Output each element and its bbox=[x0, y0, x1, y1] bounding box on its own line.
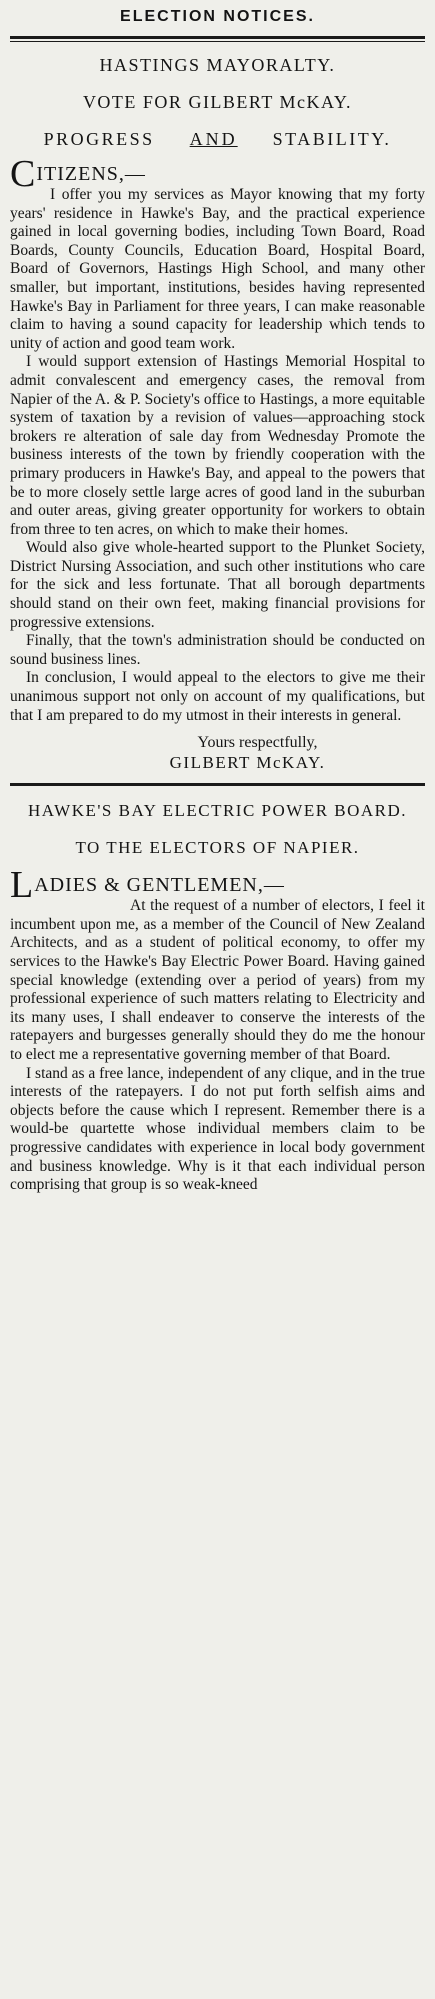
slogan-word-stability: STABILITY. bbox=[272, 129, 392, 149]
paragraph: In conclusion, I would appeal to the electors to give me their unanimous support not only on account of my qualifications, but that I am prepared to do my utmost in their interests in general. bbox=[10, 669, 425, 724]
notice-heading-mayoralty: HASTINGS MAYORALTY. bbox=[99, 55, 336, 75]
salutation-text: ADIES & GENTLEMEN,— bbox=[34, 874, 285, 897]
power-board-notice bbox=[10, 786, 425, 1195]
signature: GILBERT McKAY. bbox=[169, 753, 326, 773]
salutation-text: ITIZENS,— bbox=[36, 163, 146, 185]
paragraph: I stand as a free lance, independent of any clique, and in the true interests of the ratepayers. I do not put forth selfish aims and objects before the cause which I represent. Remember there is a would-be quartette whose individual members claim to be progressive candidates with experience in local body government and business knowledge. Why is it that each individual person comprising that group is so weak-kneed bbox=[10, 1064, 425, 1194]
mayoralty-notice bbox=[10, 42, 425, 773]
drop-cap: C bbox=[10, 153, 37, 195]
notice-heading-power-board: HAWKE'S BAY ELECTRIC POWER BOARD. bbox=[27, 801, 408, 821]
notice-heading-slogan bbox=[10, 113, 425, 150]
paragraph: Finally, that the town's administration should be conducted on sound business lines. bbox=[10, 632, 425, 668]
slogan-word-progress: PROGRESS bbox=[43, 129, 155, 149]
slogan-word-and: AND bbox=[189, 129, 238, 149]
paragraph: I would support extension of Hastings Memorial Hospital to admit convalescent and emergency cases, the removal from Napier of the A. & P. Society's office to Hastings, a more equitable system of taxation by a revision of values—approaching stock brokers re alteration of sale day from Wednesday Promote the business interests of the town by friendly cooperation with the primary producers in Hawke's Bay, and appeal to the powers that be to more closely settle large acres of good land in the suburban and outer areas, giving greater opportunity for workers to obtain from three to ten acres, on which to make their homes. bbox=[10, 353, 425, 538]
signoff-block bbox=[10, 733, 425, 773]
salutation-citizens bbox=[10, 153, 425, 195]
notice-heading-electors: TO THE ELECTORS OF NAPIER. bbox=[75, 838, 360, 858]
signoff-line: Yours respectfully, bbox=[197, 734, 318, 752]
paragraph: At the request of a number of electors, I feel it incumbent upon me, as a member of the Council of New Zealand Architects, and as a student of political economy, to offer my services to the Hawke's Bay Electric Power Board. Having gained special knowledge (extending over a period of years) from my professional experience of such matters relating to Electricity and its many uses, I shall endeaver to conserve the interests of the ratepayers and burgesses generally should they do me the honour to elect me a representative governing member of that Board. bbox=[10, 897, 425, 1063]
section-header: ELECTION NOTICES. bbox=[120, 8, 315, 25]
paragraph: I offer you my services as Mayor knowing that my forty years' residence in Hawke's Bay, and the practical experience gained in local governing bodies, including Town Board, Road Boards, County Councils, Education Board, Hospital Board, Board of Governors, Hastings High School, and many other smaller, but important, institutions, besides having represented Hawke's Bay in Parliament for three years, I can make reasonable claim to having a sound capacity for leadership which tends to unity of action and good team work. bbox=[10, 186, 425, 352]
newspaper-column bbox=[10, 0, 425, 1999]
salutation-ladies bbox=[10, 864, 425, 907]
notice-heading-vote: VOTE FOR GILBERT McKAY. bbox=[82, 92, 353, 112]
drop-cap: L bbox=[10, 864, 35, 907]
paragraph: Would also give whole-hearted support to the Plunket Society, District Nursing Association, and such other institutions who care for the sick and less fortunate. That all borough departments should stand on their own feet, making financial provisions for progressive extensions. bbox=[10, 539, 425, 631]
